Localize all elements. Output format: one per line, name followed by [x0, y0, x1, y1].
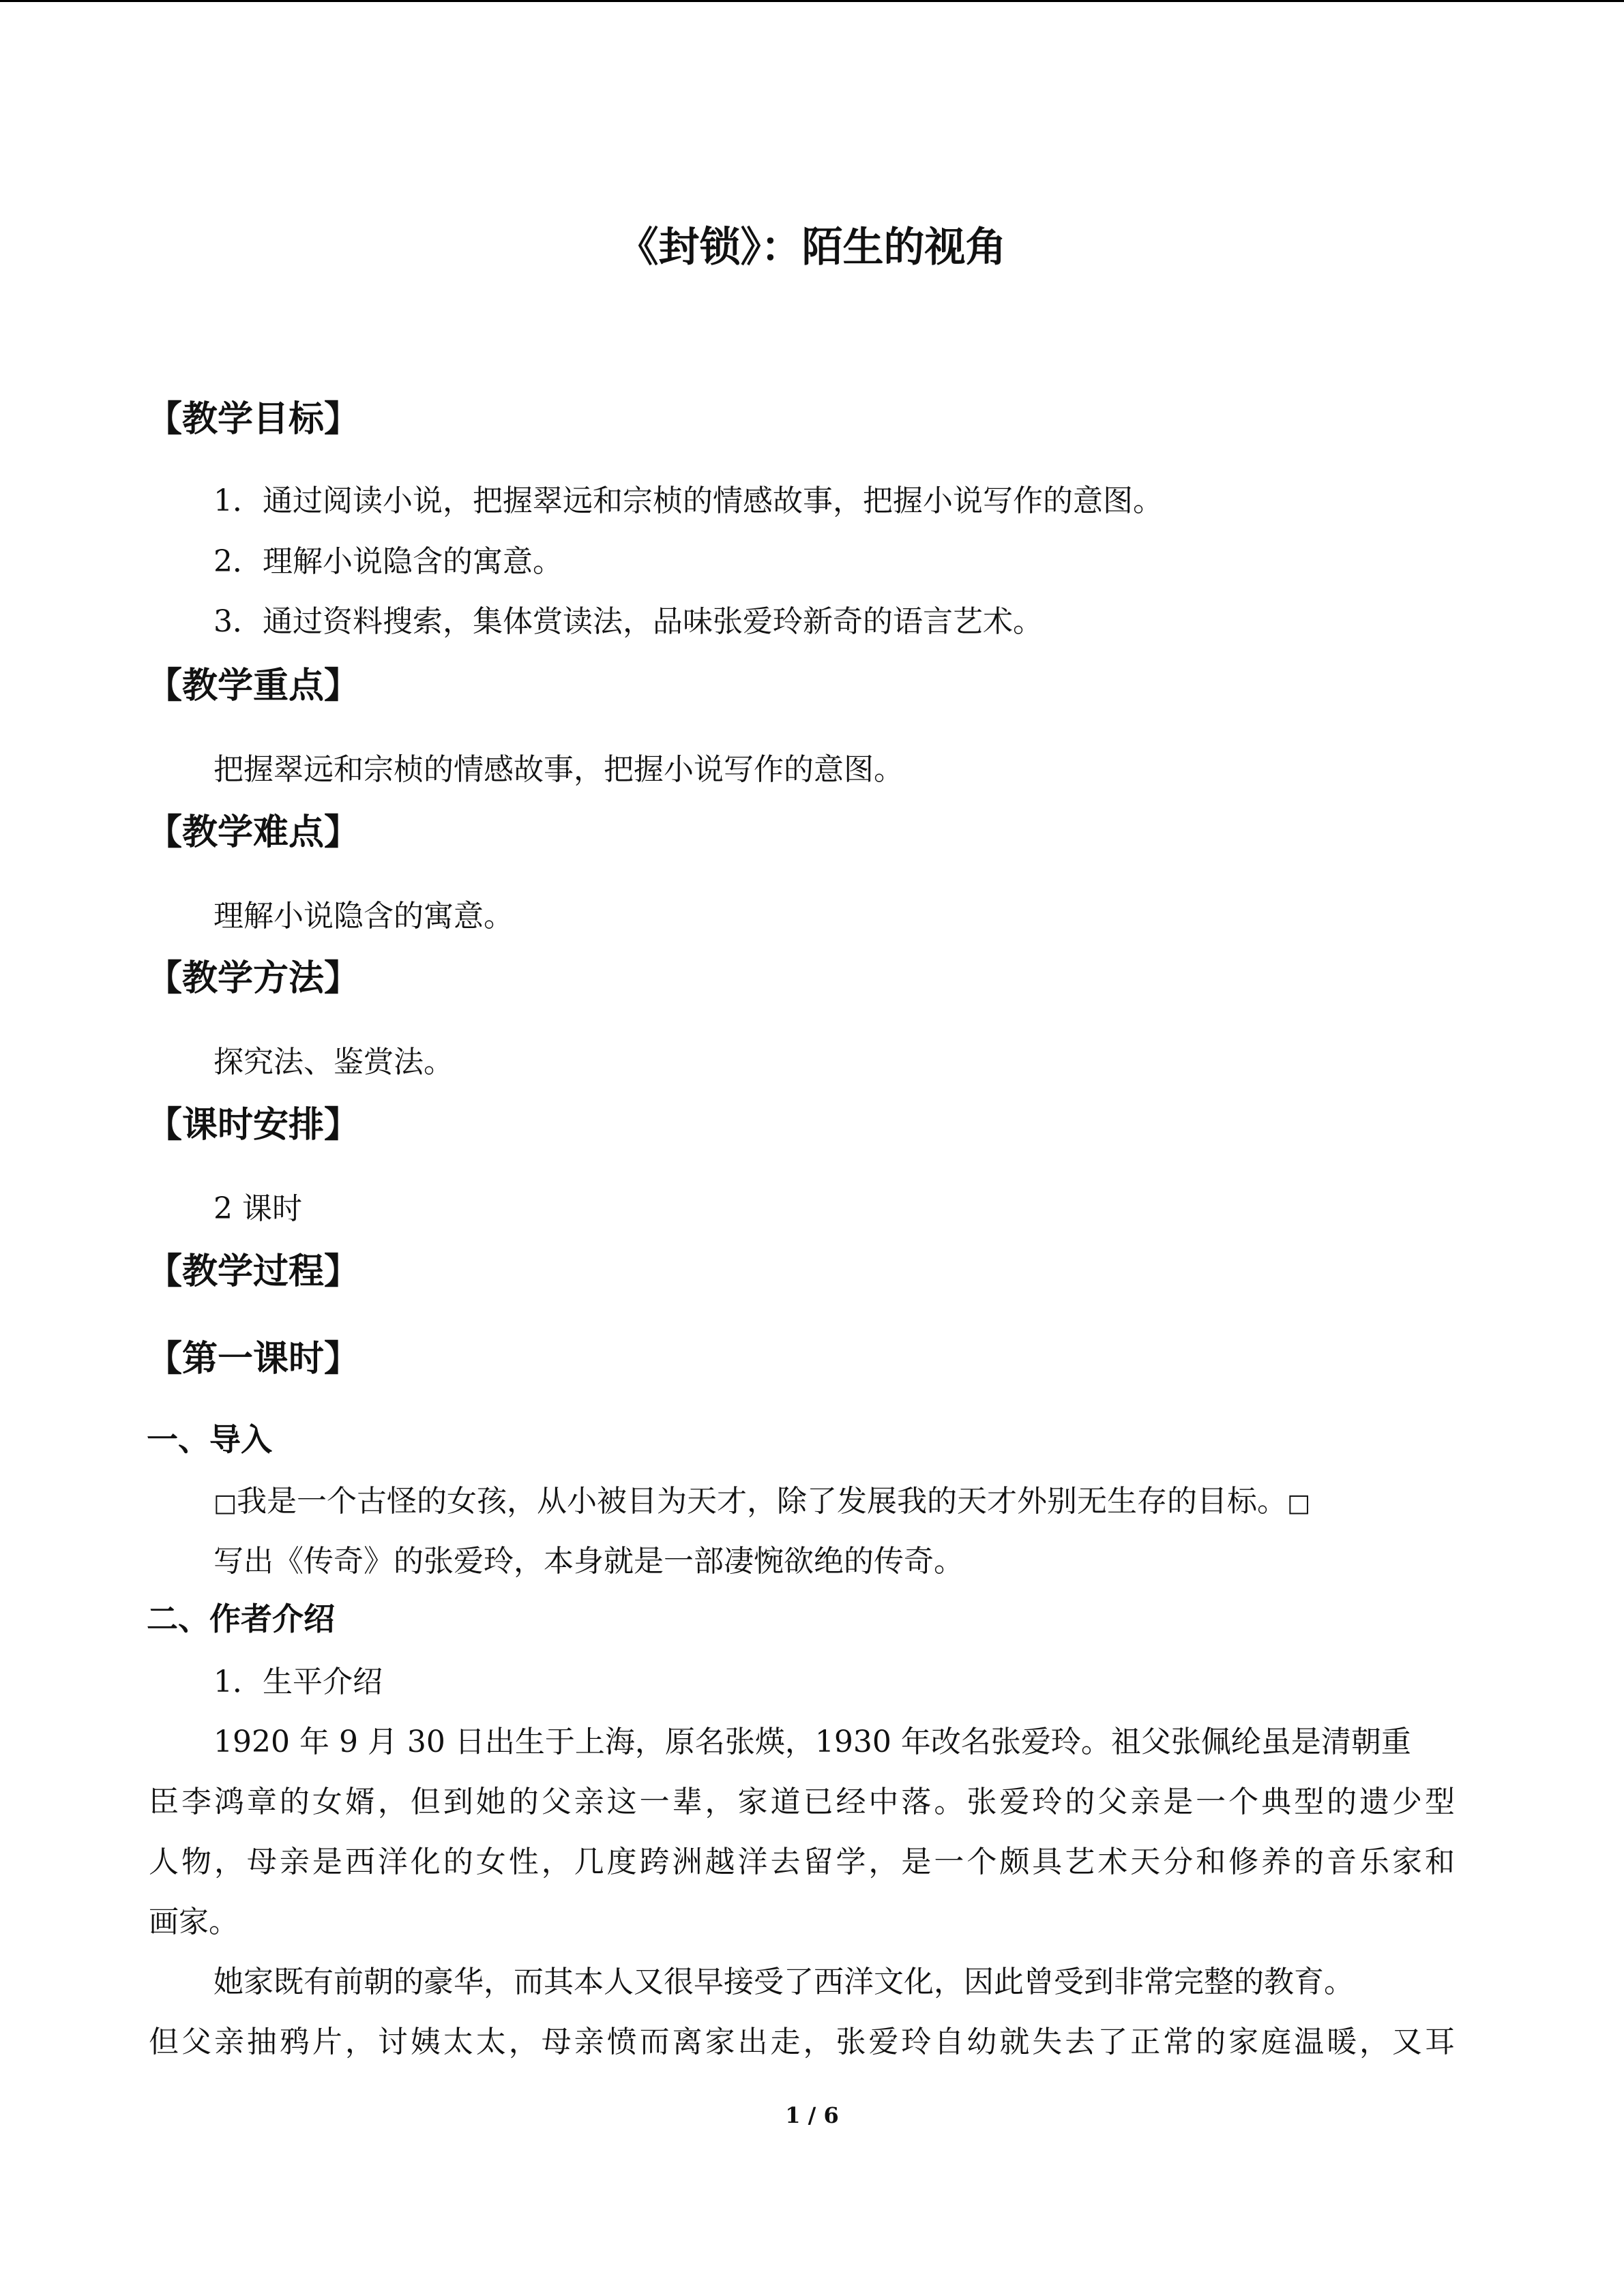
page-title: 《封锁》：陌生的视角 — [617, 224, 1007, 271]
process-heading: 【教学过程】 — [147, 1251, 360, 1292]
author-heading: 二、作者介绍 — [147, 1600, 335, 1637]
schedule-heading: 【课时安排】 — [147, 1105, 360, 1146]
author-subheading: 1．生平介绍 — [213, 1665, 383, 1699]
intro-quote: □我是一个古怪的女孩，从小被目为天才，除了发展我的天才外别无生存的目标。□ — [213, 1484, 1311, 1519]
bio-line-5: 她家既有前朝的豪华，而其本人又很早接受了西洋文化，因此曾受到非常完整的教育。 — [213, 1965, 1354, 1999]
lesson1-heading: 【第一课时】 — [147, 1339, 360, 1380]
intro-heading: 一、导入 — [147, 1421, 272, 1458]
key-points-text: 把握翠远和宗桢的情感故事，把握小说写作的意图。 — [213, 752, 904, 787]
bio-line-1: 1920 年 9 月 30 日出生于上海，原名张煐，1930 年改名张爱玲。祖父张佩纶虽是清朝重 — [213, 1725, 1411, 1759]
open-quote-glyph: □ — [213, 1489, 237, 1517]
key-points-heading: 【教学重点】 — [147, 666, 360, 706]
difficulty-text: 理解小说隐含的寓意。 — [213, 899, 514, 934]
goal-item-1: 1．通过阅读小说，把握翠远和宗桢的情感故事，把握小说写作的意图。 — [213, 483, 1163, 518]
bio-line-2: 臣李鸿章的女婿，但到她的父亲这一辈，家道已经中落。张爱玲的父亲是一个典型的遗少型 — [149, 1785, 1455, 1819]
intro-text: 写出《传奇》的张爱玲，本身就是一部凄惋欲绝的传奇。 — [213, 1544, 964, 1579]
bio-line-4: 画家。 — [149, 1905, 239, 1939]
bio-line-6: 但父亲抽鸦片，讨姨太太，母亲愤而离家出走，张爱玲自幼就失去了正常的家庭温暖，又耳 — [149, 2025, 1455, 2059]
method-heading: 【教学方法】 — [147, 958, 360, 999]
method-text: 探究法、鉴赏法。 — [213, 1045, 454, 1079]
close-quote-glyph: □ — [1287, 1489, 1311, 1517]
page-number: 1 / 6 — [785, 2102, 839, 2128]
bio-line-3: 人物，母亲是西洋化的女性，几度跨洲越洋去留学，是一个颇具艺术天分和修养的音乐家和 — [149, 1845, 1455, 1879]
difficulty-heading: 【教学难点】 — [147, 812, 360, 853]
goal-item-2: 2．理解小说隐含的寓意。 — [213, 544, 563, 579]
page-top-border — [0, 0, 1624, 2]
goal-item-3: 3．通过资料搜索，集体赏读法，品味张爱玲新奇的语言艺术。 — [213, 604, 1043, 639]
schedule-text: 2 课时 — [213, 1191, 302, 1226]
goals-heading: 【教学目标】 — [147, 399, 360, 440]
